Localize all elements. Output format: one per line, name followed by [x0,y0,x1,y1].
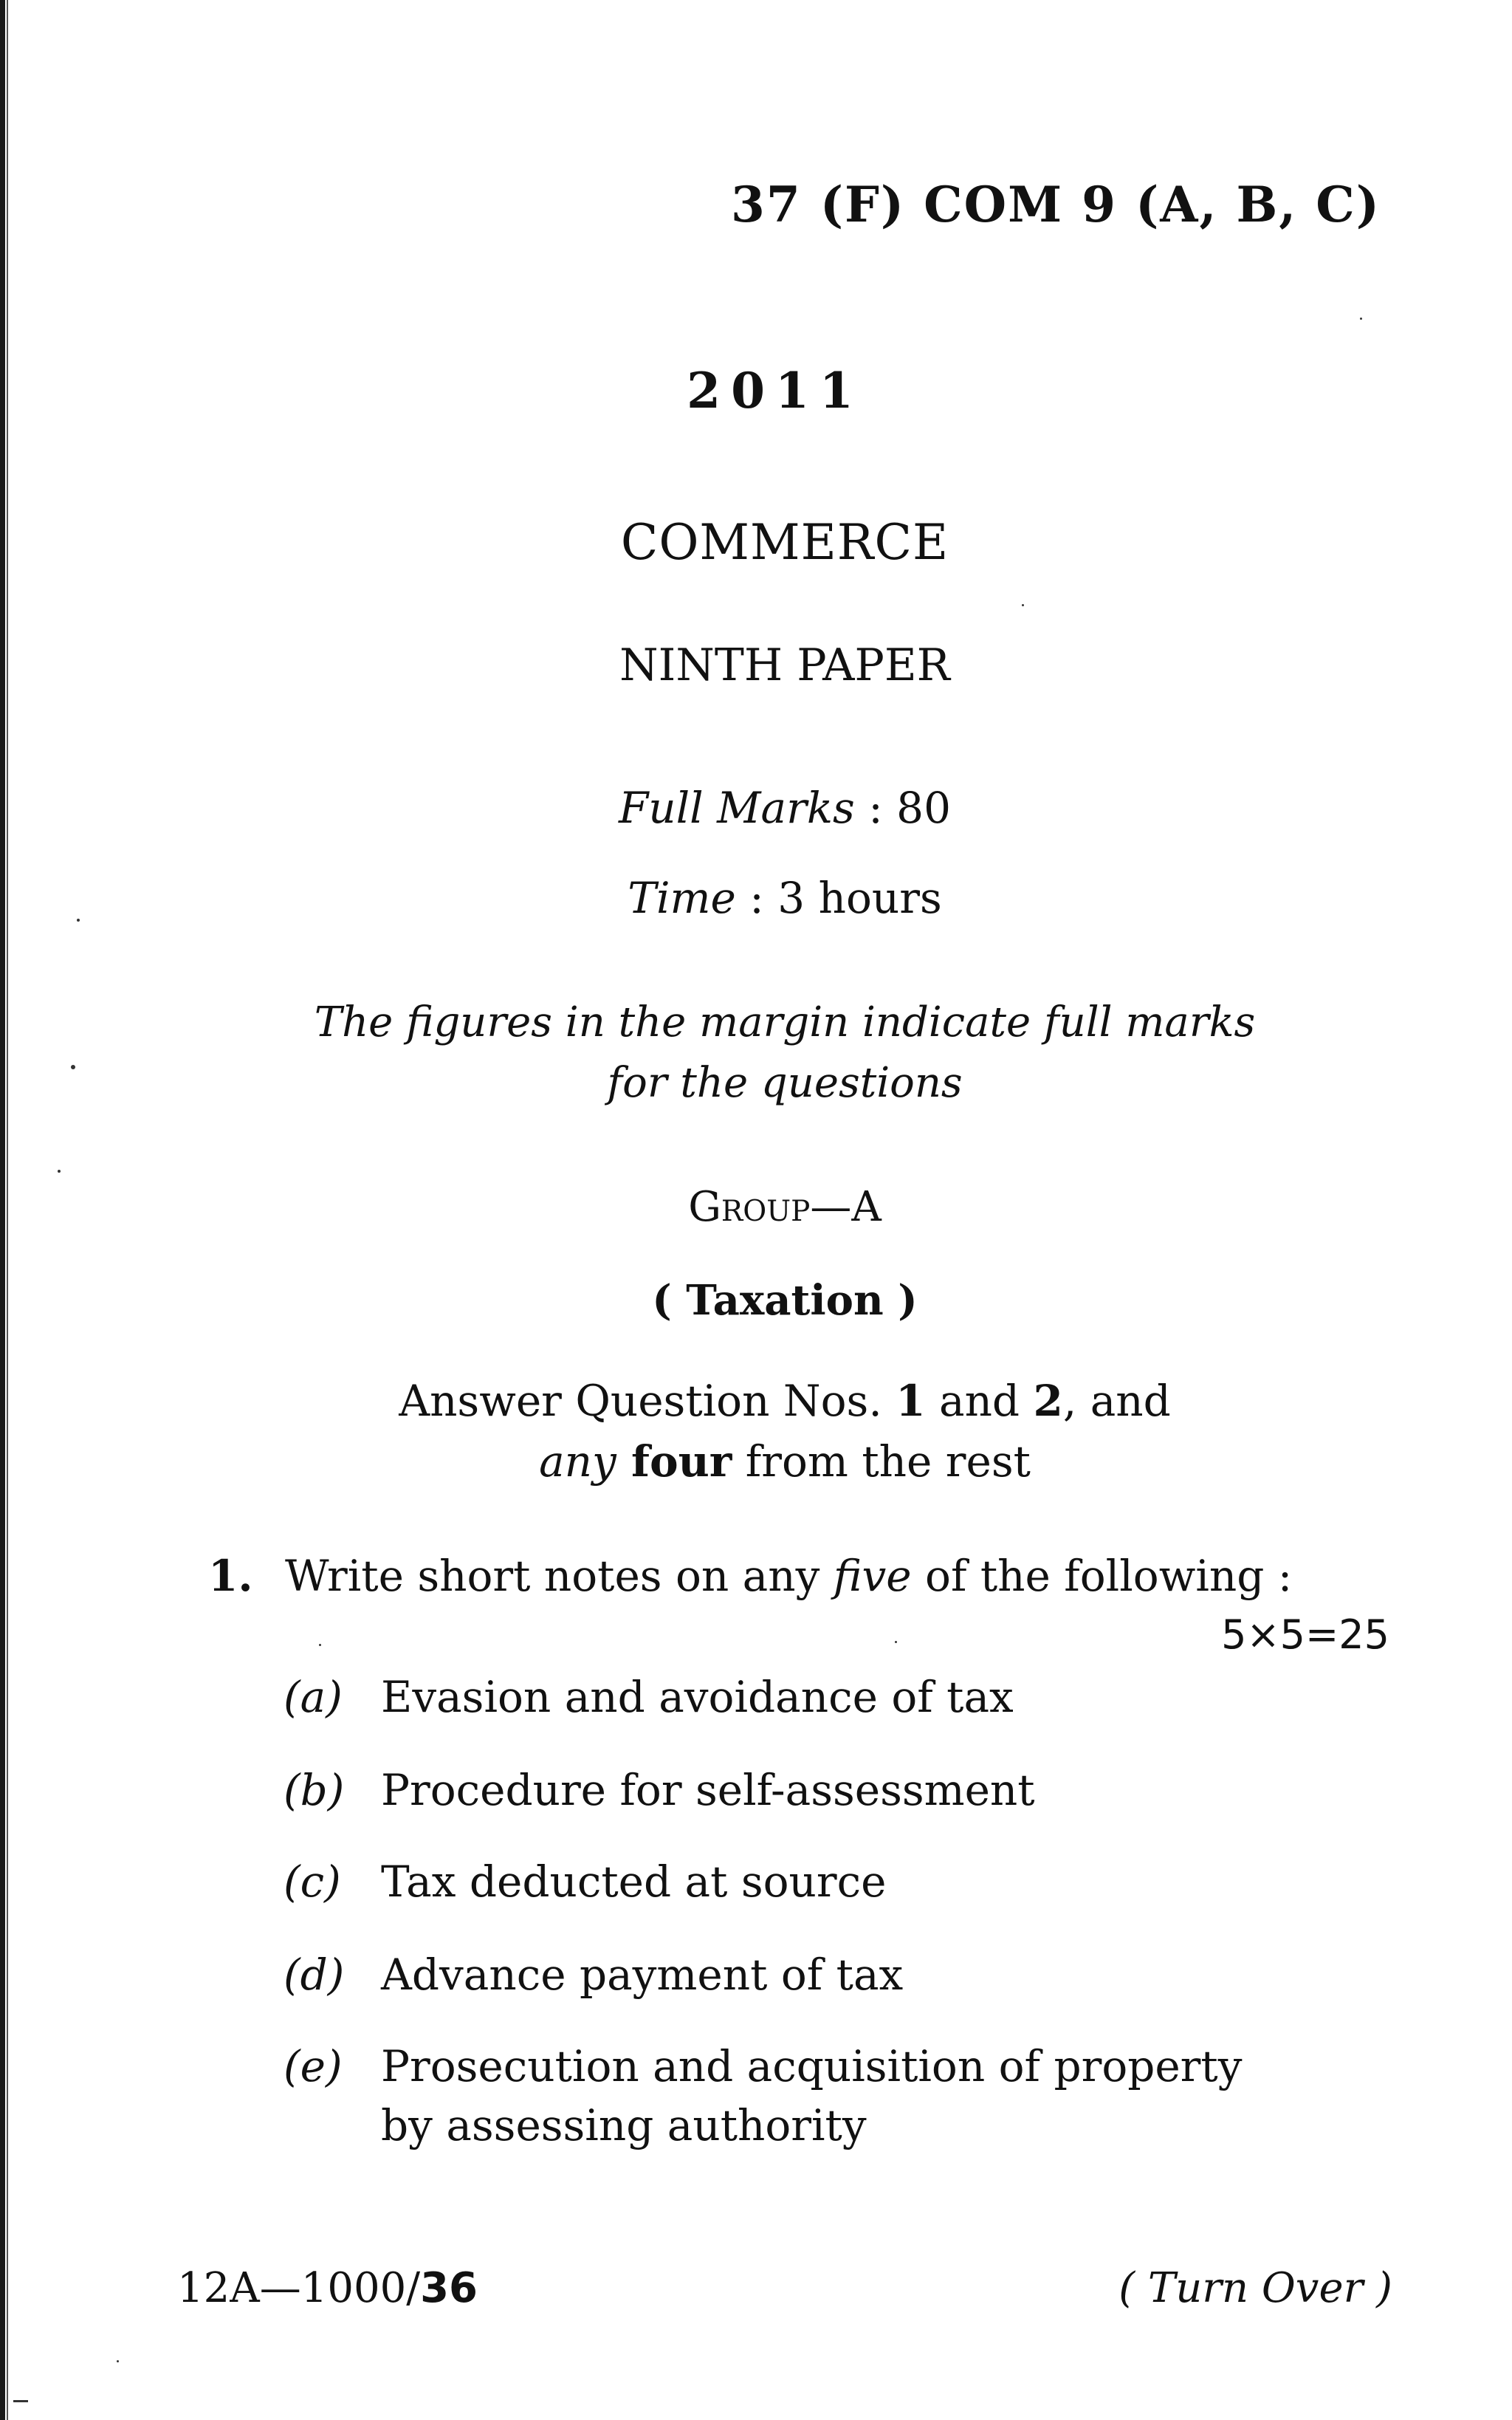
question-text: Write short notes on any [285,1551,834,1601]
answer-q-number: 1 [896,1376,926,1426]
question-text-emphasis: five [833,1551,912,1601]
sub-question-b [284,1765,1035,1815]
time-value: : 3 hours [749,873,942,923]
paper-title: NINTH PAPER [619,640,950,691]
instruction-line-1: The figures in the margin indicate full marks [314,998,1256,1046]
exam-time [0,873,1512,923]
footer-code-text: 12A—1000/ [177,2264,421,2312]
scan-speck [319,1644,321,1646]
answer-any: any [539,1436,616,1487]
footer-code [177,2264,478,2312]
answer-q-number: 2 [1033,1376,1063,1426]
instruction-line-2: for the questions [607,1059,963,1107]
sub-question-d [284,1950,903,2000]
scan-speck [895,1641,897,1643]
question-number: 1. [208,1551,253,1601]
sub-question-a [284,1672,1014,1722]
sub-question-label: (e) [284,2041,343,2091]
answer-instruction [0,1371,1512,1492]
sub-question-label: (b) [284,1765,345,1815]
paper-code: 37 (F) COM 9 (A, B, C) [731,176,1381,233]
marks-instruction [0,993,1512,1114]
exam-year: 2011 [687,362,864,419]
sub-question-e [284,2041,1243,2150]
question-1-marks: 5×5=25 [1221,1611,1389,1658]
sub-question-c [284,1857,886,1907]
sub-question-text: Evasion and avoidance of tax [381,1672,1014,1722]
answer-text: Answer Question Nos. [399,1376,896,1426]
sub-question-text: Prosecution and acquisition of property [381,2041,1243,2091]
turn-over: ( Turn Over ) [1118,2264,1392,2312]
group-title: Group—A [688,1183,882,1231]
answer-text: from the rest [732,1436,1031,1487]
answer-text: , and [1062,1376,1171,1426]
answer-line-1 [0,1371,1512,1431]
sub-question-label: (d) [284,1950,345,2000]
scan-speck [77,919,80,922]
question-text: of the following : [911,1551,1293,1601]
scan-speck [1360,318,1362,320]
sub-question-text: Procedure for self-assessment [381,1765,1035,1815]
answer-line-2 [0,1431,1512,1492]
answer-text: and [925,1376,1034,1426]
scan-speck [58,1170,61,1173]
scan-speck [71,1065,75,1069]
sub-question-label: (a) [284,1672,343,1722]
sub-question-text: Advance payment of tax [381,1950,904,2000]
subject-title: COMMERCE [620,514,949,571]
footer-code-number: 36 [420,2264,478,2312]
sub-question-label: (c) [284,1857,341,1907]
time-label: Time [628,873,736,923]
full-marks-label: Full Marks [619,783,855,833]
scan-speck [13,2400,28,2402]
full-marks-value: : 80 [868,783,951,833]
scan-speck [117,2360,119,2362]
scan-speck [1022,604,1024,606]
sub-question-text: Tax deducted at source [381,1857,887,1907]
group-subtitle: ( Taxation ) [652,1276,918,1325]
answer-four: four [616,1436,732,1487]
sub-question-text-continued: by assessing authority [381,2100,867,2150]
question-1 [208,1551,1292,1601]
full-marks [0,783,1512,833]
